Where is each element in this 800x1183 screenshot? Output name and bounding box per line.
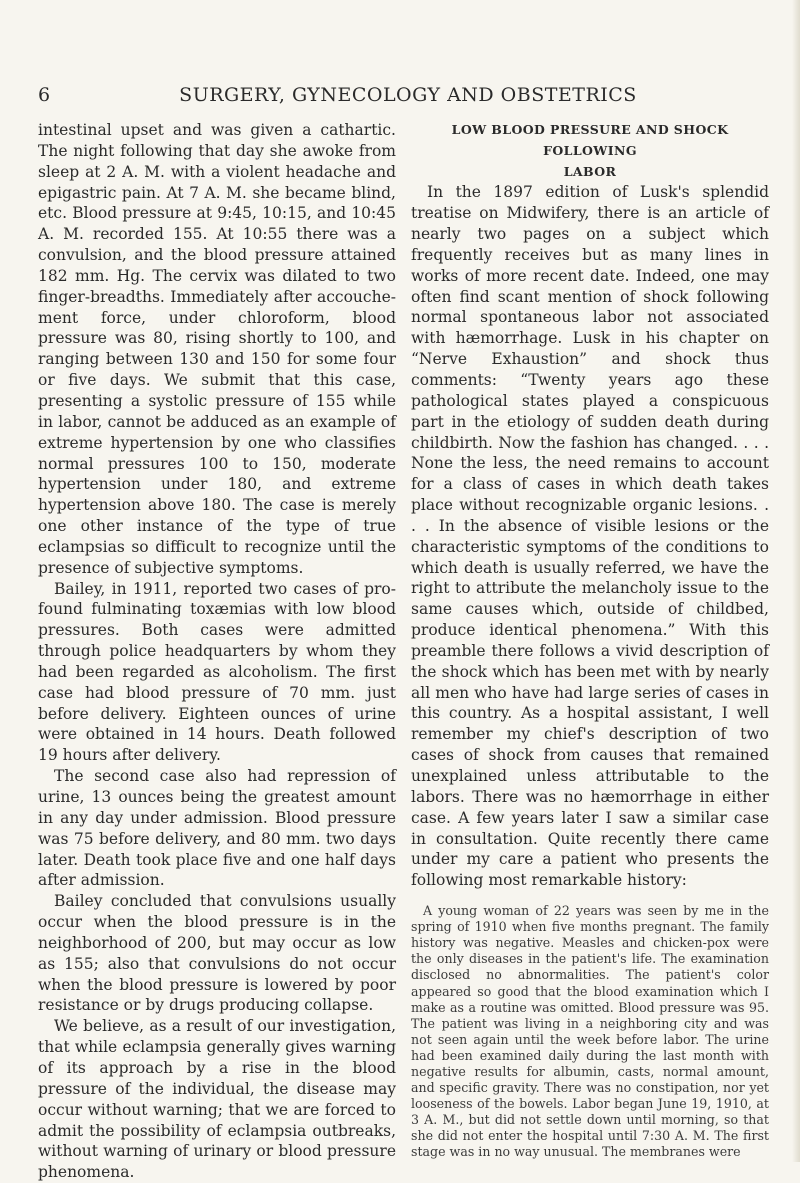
paragraph: In the 1897 edition of Lusk's splendid treatise on Midwifery, there is an article of nearly two pages on a subject which frequently receives but as many lines in works of more recent date. Indeed, one may often find scant mention of shock following normal spontaneous labor not associated with hæmorrhage. Lusk in his chapter on “Nerve Exhaustion” and shock thus comments: “Twenty years ago these pathological states played a conspicuous part in the etiology of sudden death during childbirth. Now the fashion has changed. . . . None the less, the need remains to account for a class of cases in which death takes place without recognizable organic lesions. . . . In the absence of visible lesions or the characteristic symptoms of the conditions to which death is usually referred, we have the right to attribute the melancholy issue to the same causes which, outside of childbed, produce identical phenomena.” With this preamble there follows a vivid description of the shock which has been met with by nearly all men who have had large series of cases in this country. As a hospital assistant, I well remember my chief's description of two cases of shock from causes that remained unexplained unless attributable to the labors. There was no hæmorrhage in either case. A few years later I saw a similar case in consultation. Quite recently there came under my care a patient who presents the following most remarkable history: [411,183,769,890]
paragraph: The second case also had repression of urine, 13 ounces being the greatest amount in any day under admission. Blood pressure was 75 before delivery, and 80 mm. two days later. Death took place five and one half days after admission. [38,767,396,890]
quote-text: A young woman of 22 years was seen by me in the spring of 1910 when five months pregnant. The family history was negative. Measles and chicken-pox were the only diseases in the patient's life. The examination disclosed no abnormalities. The patient's color appeared so good that the blood examination which I make as a routine was omitted. Blood pressure was 95. The patient was living in a neighboring city and was not seen again until the week before labor. The urine had been examined daily during the last month with negative results for albumin, casts, normal amount, and specific gravity. There was no constipation, nor yet looseness of the bowels. Labor began June 19, 1910, at 3 A. M., but did not settle down until morning, so that she did not enter the hospital until 7:30 A. M. The first stage was in no way unusual. The membranes were [411,903,769,1160]
section-heading-line2: LABOR [563,163,617,179]
section-heading [411,120,769,182]
case-history-quote [411,903,769,1161]
left-column [38,120,396,1183]
paragraph: intestinal upset and was given a cathartic. The night following that day she awoke from sleep at 2 A. M. with a violent headache and epigastric pain. At 7 A. M. she became blind, etc. Blood pressure at 9:45, 10:15, and 10:45 A. M. recorded 155. At 10:55 there was a convulsion, and the blood pressure attained 182 mm. Hg. The cervix was dilated to two finger-breadths. Immediately after accouchement force, under chloroform, blood pressure was 80, rising shortly to 100, and ranging between 130 and 150 for some four or five days. We submit that this case, presenting a systolic pressure of 155 while in labor, cannot be adduced as an example of extreme hypertension by one who classifies normal pressures 100 to 150, moderate hypertension under 180, and extreme hypertension above 180. The case is merely one other instance of the type of true eclampsias so difficult to recognize until the presence of subjective symptoms. [38,121,396,577]
right-column [411,120,769,1161]
page-number: 6 [38,84,51,106]
section-heading-line1: LOW BLOOD PRESSURE AND SHOCK FOLLOWING [451,122,729,158]
paragraph: Bailey concluded that convulsions usually occur when the blood pressure is in the neighborhood of 200, but may occur as low as 155; also that convulsions do not occur when the blood pressure is lowered by poor resistance or by drugs producing collapse. [38,892,396,1015]
page-edge-shadow [792,0,800,1162]
running-head: SURGERY, GYNECOLOGY AND OBSTETRICS [179,84,637,106]
paragraph: Bailey, in 1911, reported two cases of profound fulminating toxæmias with low blood pressures. Both cases were admitted through police headquarters by whom they had been regarded as alcoholism. The first case had blood pressure of 70 mm. just before delivery. Eighteen ounces of urine were obtained in 14 hours. Death followed 19 hours after delivery. [38,579,396,765]
paragraph: We believe, as a result of our investigation, that while eclampsia generally gives warning of its approach by a rise in the blood pressure of the individual, the disease may occur without warning; that we are forced to admit the possibility of eclampsia outbreaks, without warning of urinary or blood pressure phenomena. [38,1017,396,1182]
